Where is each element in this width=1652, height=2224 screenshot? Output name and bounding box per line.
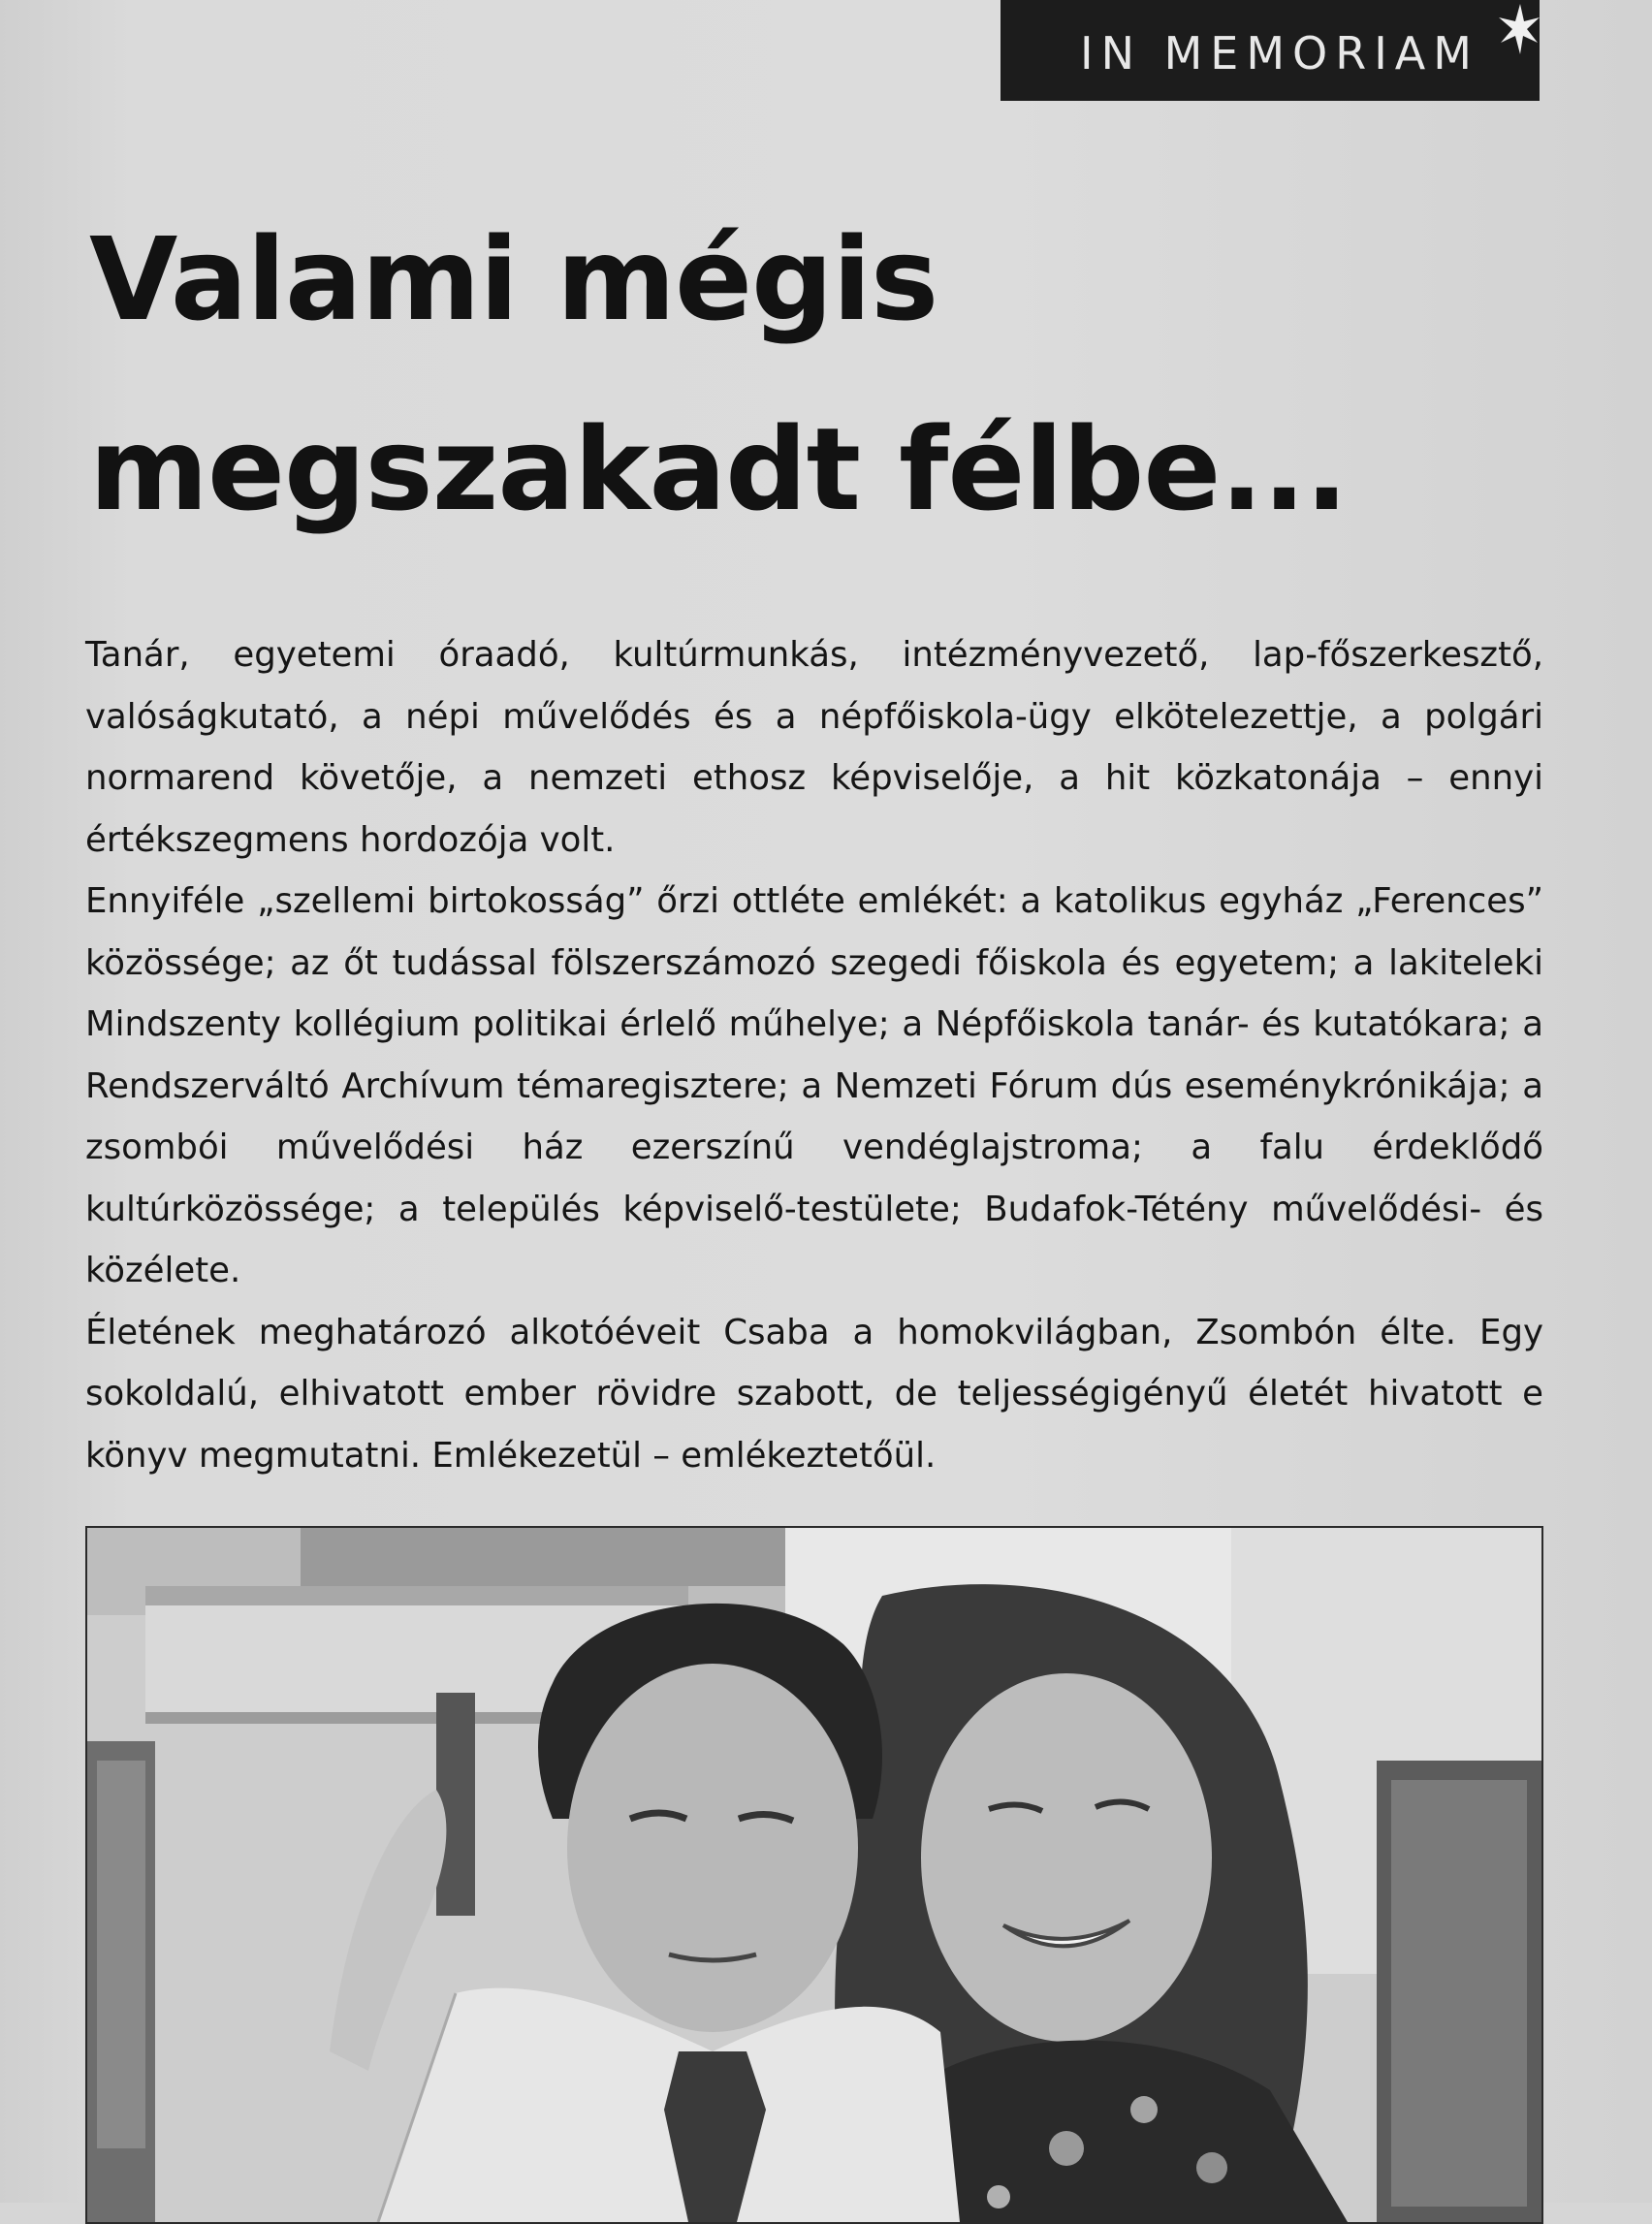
article-body bbox=[85, 624, 1543, 1486]
photo-illustration bbox=[87, 1528, 1541, 2222]
headline-line-1: Valami mégis bbox=[89, 212, 938, 346]
headline-line-2: megszakadt félbe... bbox=[89, 402, 1348, 536]
portrait-photo bbox=[85, 1526, 1543, 2224]
section-tab bbox=[1001, 0, 1540, 101]
section-label: IN MEMORIAM bbox=[1080, 27, 1479, 79]
paragraph-1: Tanár, egyetemi óraadó, kultúrmunkás, intézményvezető, lap-főszerkesztő, valóságkutató, a népi művelődés és a népfőiskola-ügy elkötelezettje, a polgári normarend követője, a nemzeti ethosz képviselője, a hit közkatonája – ennyi értékszegmens hordozója volt. bbox=[85, 635, 1543, 860]
paragraph-2: Ennyiféle „szellemi birtokosság” őrzi ottléte emlékét: a katolikus egyház „Ferences” közössége; az őt tudással fölszerszámozó szegedi főiskola és egyetem; a lakiteleki Mindszenty kollégium politikai érlelő műhelye; a Népfőiskola tanár- és kutatókara; a Rendszerváltó Archívum témaregisztere; a Nemzeti Fórum dús eseménykrónikája; a zsombói művelődési ház ezerszínű vendéglajstroma; a falu érdeklődő kultúrközössége; a település képviselő-testülete; Budafok-Tétény művelődési- és közélete. bbox=[85, 881, 1543, 1290]
article-headline bbox=[89, 184, 1446, 564]
paragraph-3: Életének meghatározó alkotóéveit Csaba a homokvilágban, Zsombón élte. Egy sokoldalú, elhivatott ember rövidre szabott, de teljességigényű életét hivatott e könyv megmutatni. Emlékezetül – emlékeztetőül. bbox=[85, 1312, 1543, 1476]
star-icon bbox=[1497, 4, 1540, 58]
